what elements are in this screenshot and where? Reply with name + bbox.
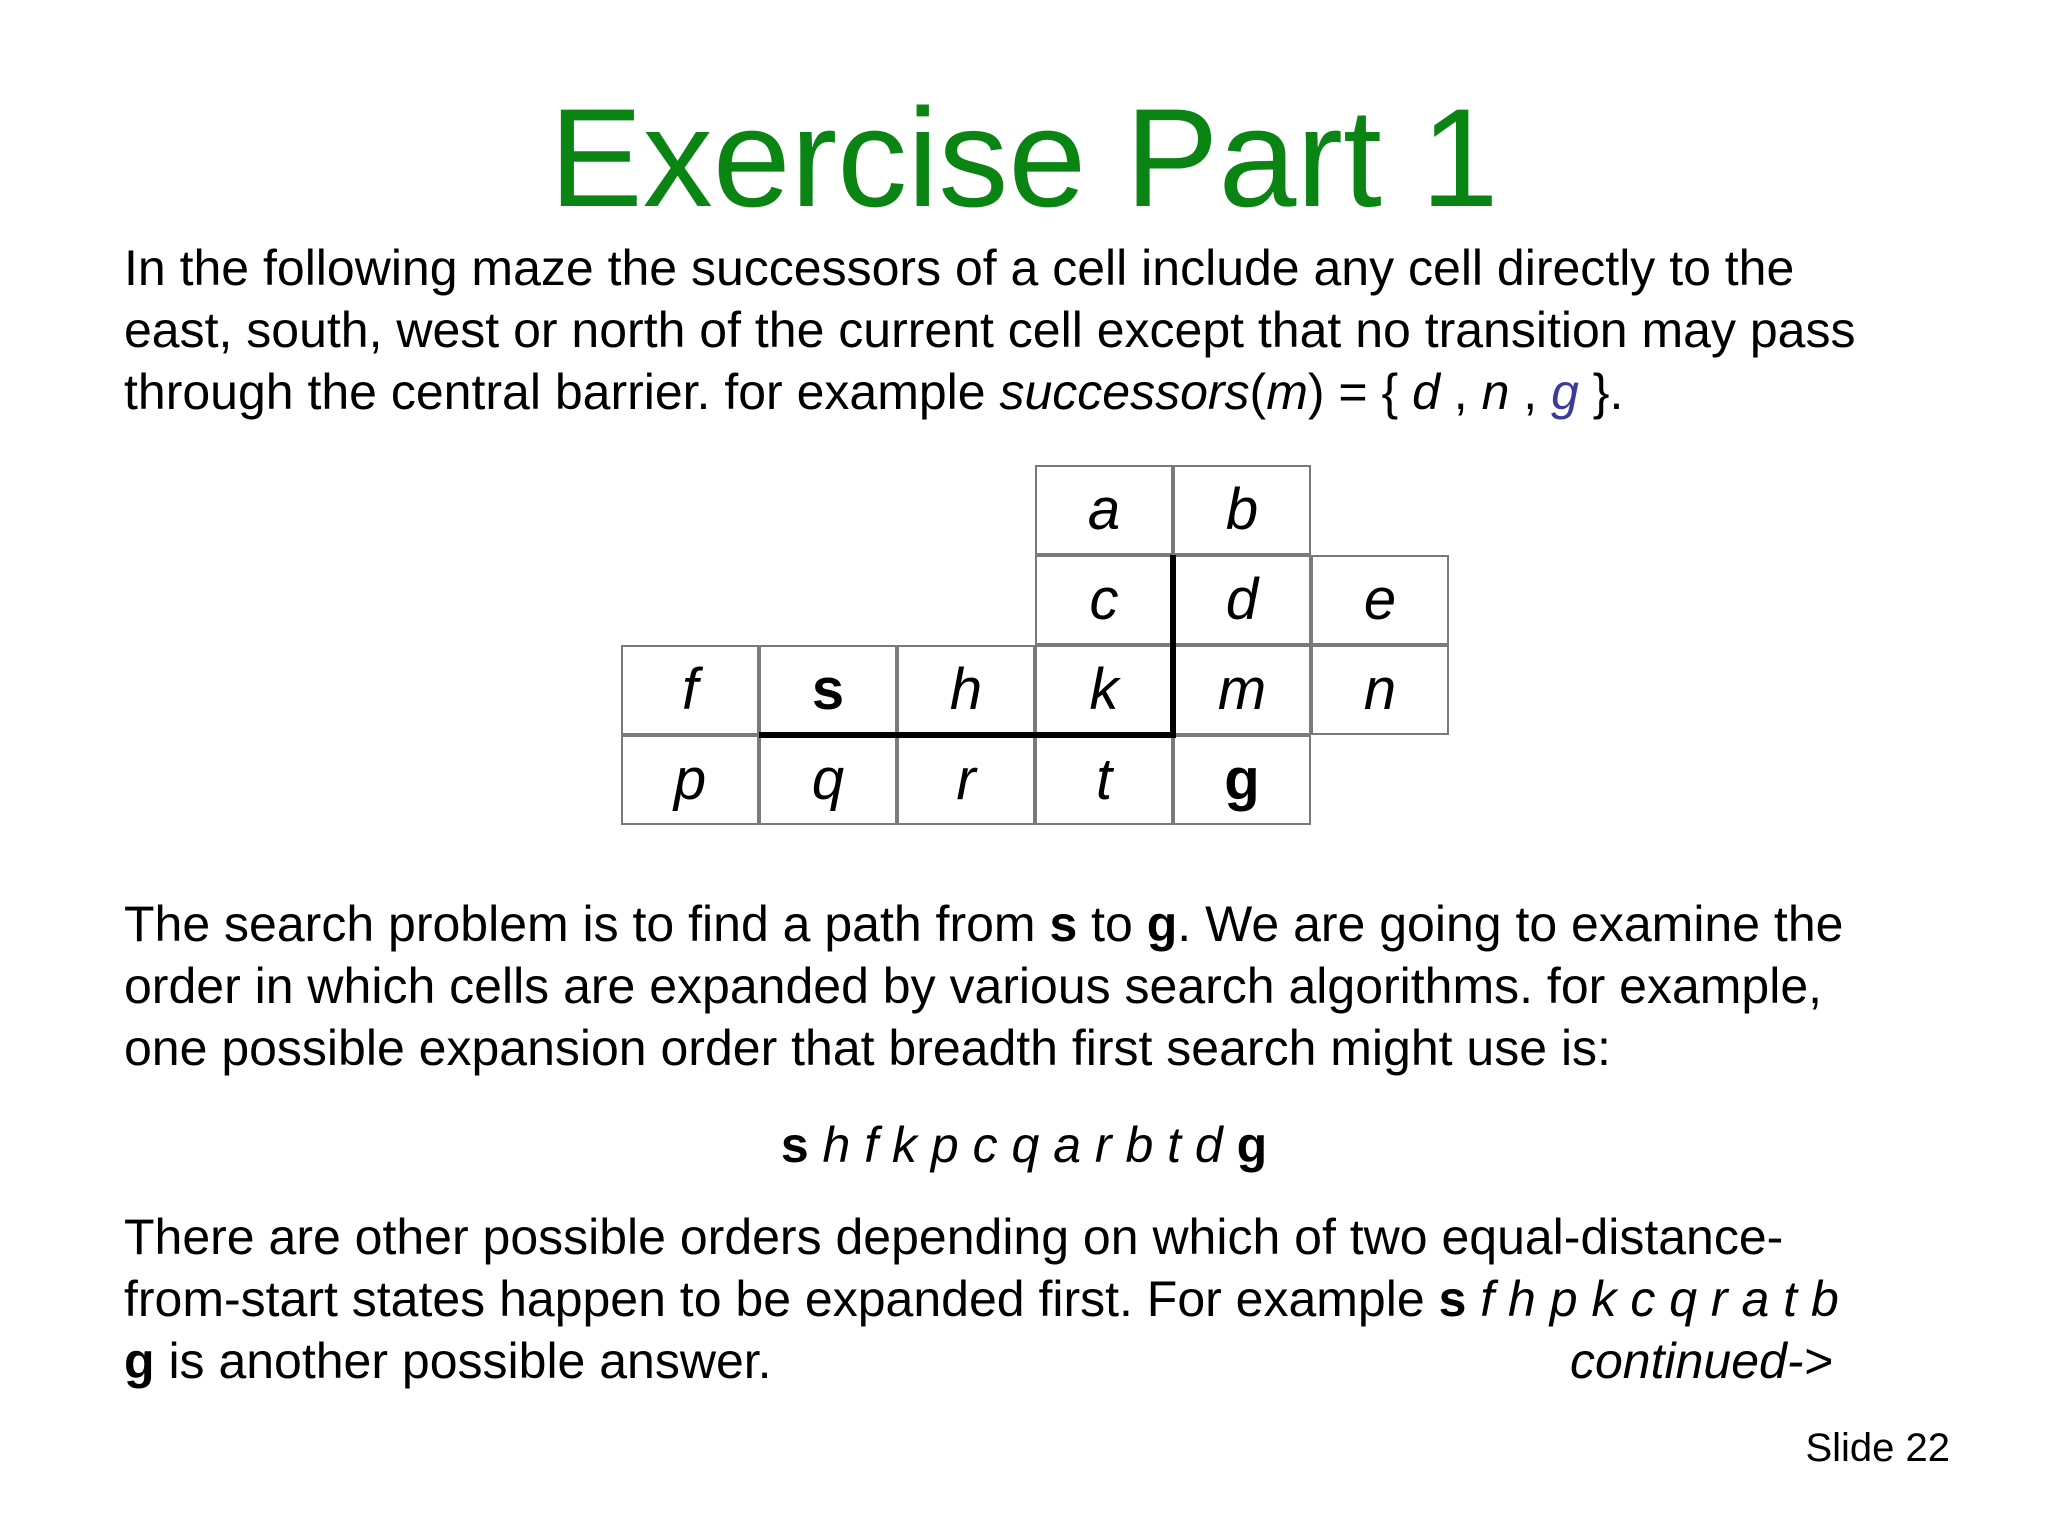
alt-order-start: s <box>1438 1271 1467 1327</box>
continued-label: continued-> <box>1570 1333 1833 1389</box>
successors-arg: m <box>1266 364 1308 420</box>
maze-cell-f: f <box>621 645 759 735</box>
goal-symbol: g <box>1146 896 1178 952</box>
maze-cell-m: m <box>1173 645 1311 735</box>
bfs-order-goal: g <box>1236 1117 1268 1173</box>
alt-order-goal: g <box>124 1333 155 1389</box>
bfs-expansion-order <box>0 1114 2048 1176</box>
search-line-3: one possible expansion order that breadth first search might use is: <box>124 1020 1611 1076</box>
maze-cell-c: c <box>1035 555 1173 645</box>
slide-number: Slide 22 <box>1805 1426 1950 1470</box>
successor-n: n <box>1481 364 1510 420</box>
maze-cell-p: p <box>621 735 759 825</box>
start-symbol: s <box>1049 896 1078 952</box>
bfs-order-start: s <box>780 1117 809 1173</box>
maze-cell-b: b <box>1173 465 1311 555</box>
maze-cell-k: k <box>1035 645 1173 735</box>
maze-cell-e: e <box>1311 555 1449 645</box>
other-line-2 <box>124 1268 1984 1330</box>
other-line-3-text: is another possible answer. <box>154 1333 772 1389</box>
search-line-1-c: . We are going to examine the <box>1177 896 1844 952</box>
search-line-1-b: to <box>1077 896 1147 952</box>
set-separator: , <box>1509 364 1552 420</box>
barrier-vertical <box>1170 555 1176 738</box>
maze-cell-r: r <box>897 735 1035 825</box>
search-line-1-a: The search problem is to find a path from <box>124 896 1050 952</box>
intro-line-3-prefix: through the central barrier. for example <box>124 364 1000 420</box>
set-close: }. <box>1578 364 1624 420</box>
maze-cell-h: h <box>897 645 1035 735</box>
successor-d: d <box>1412 364 1440 420</box>
intro-line-3 <box>124 361 1984 423</box>
maze-cell-g-goal: g <box>1173 735 1311 825</box>
maze-cell-t: t <box>1035 735 1173 825</box>
set-open: ) = { <box>1307 364 1413 420</box>
maze-cell-d: d <box>1173 555 1311 645</box>
barrier-horizontal <box>759 732 1176 738</box>
other-line-2-text: from-start states happen to be expanded first. For example <box>124 1271 1439 1327</box>
set-separator: , <box>1439 364 1482 420</box>
maze-cell-s-start: s <box>759 645 897 735</box>
intro-paragraph <box>124 237 1984 423</box>
maze-cell-q: q <box>759 735 897 825</box>
maze-cell-a: a <box>1035 465 1173 555</box>
maze-cell-n: n <box>1311 645 1449 735</box>
search-line-1 <box>124 893 1984 955</box>
open-paren: ( <box>1249 364 1267 420</box>
bfs-order-sequence: h f k p c q a r b t d <box>808 1117 1237 1173</box>
successor-g: g <box>1551 364 1579 420</box>
slide-title: Exercise Part 1 <box>549 79 1499 236</box>
successors-function: successors <box>999 364 1250 420</box>
other-line-1: There are other possible orders depending on which of two equal-distance- <box>124 1209 1784 1265</box>
search-paragraph <box>124 893 1984 1079</box>
search-line-2: order in which cells are expanded by various search algorithms. for example, <box>124 958 1823 1014</box>
intro-line-2: east, south, west or north of the current cell except that no transition may pass <box>124 302 1856 358</box>
alt-order-sequence: f h p k c q r a t b <box>1466 1271 1839 1327</box>
intro-line-1: In the following maze the successors of a cell include any cell directly to the <box>124 240 1795 296</box>
